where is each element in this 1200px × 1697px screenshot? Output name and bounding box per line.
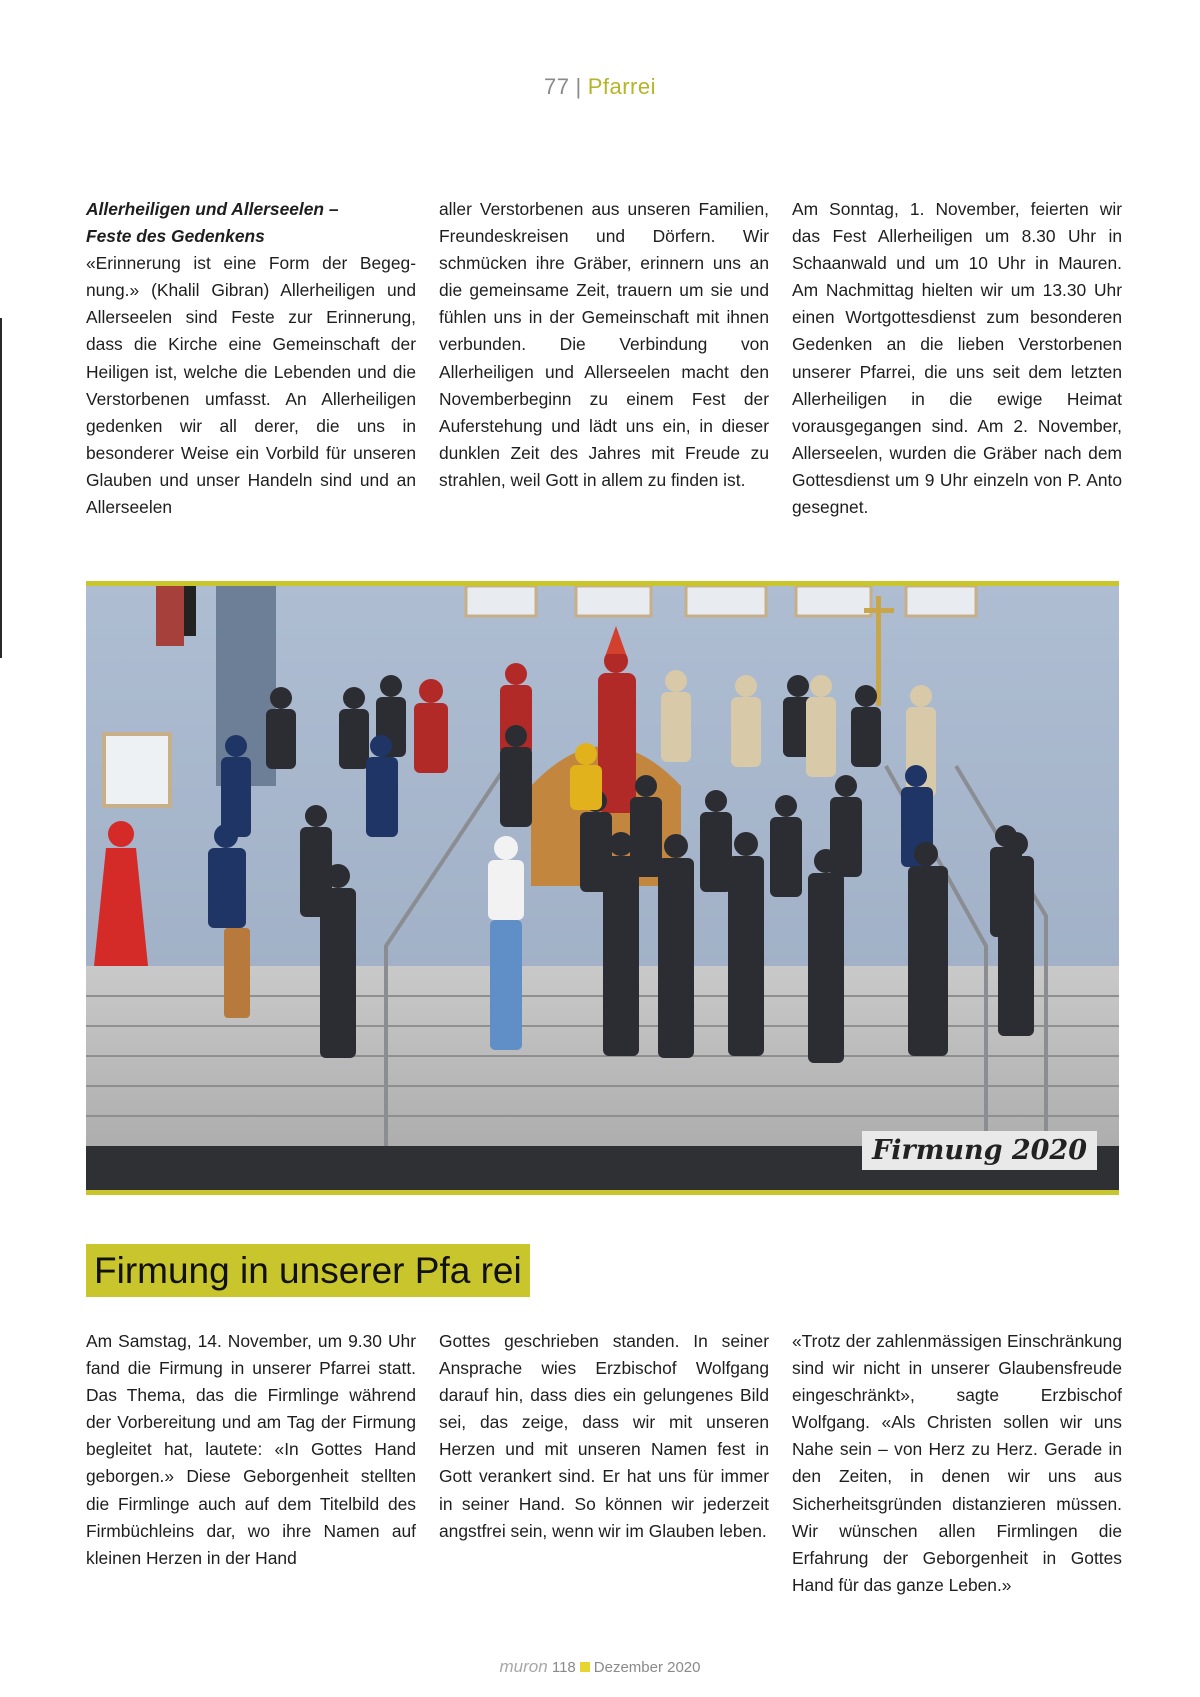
- article2-col1-text: Am Samstag, 14. November, um 9.30 Uhr fand die Firmung in unserer Pfarrei statt. Das Thema, das die Firmlinge während der Vorbereitung und am Tag der Firmung begleitet hat, lautete: «In Gottes Hand geborgen.» Diese Geborgenheit stellten die Firmlinge auch auf dem Titelbild des Firmbüchleins dar, wo ihre Namen auf kleinen Herzen in der Hand: [86, 1331, 416, 1568]
- article2-column-1: [86, 1328, 416, 1572]
- article1-col3-text: Am Sonntag, 1. November, feierten wir das Fest Allerheiligen um 8.30 Uhr in Schaanwald und um 10 Uhr in Mauren. Am Nachmittag hielten wir um 13.30 Uhr einen Wortgottesdienst zum besonderen Gedenken an die lieben Verstorbenen unserer Pfarrei, die uns seit dem letzten Allerheiligen in die ewige Heimat vorausgegangen sind. Am 2. November, Allerseelen, wurden die Gräber nach dem Gottesdienst um 9 Uhr einzeln von P. Anto gesegnet.: [792, 199, 1122, 518]
- article2-col2-text: Gottes geschrieben standen. In seiner Ansprache wies Erzbischof Wolfgang darauf hin, dass dies ein gelungenes Bild sei, das zeige, dass wir mit unseren Herzen und mit unseren Namen fest in Gott verankert sind. Er hat uns für immer in seiner Hand. So können wir jederzeit angstfrei sein, wenn wir im Glauben leben.: [439, 1331, 769, 1541]
- article1-column-1: [86, 196, 416, 521]
- article2-column-3: [792, 1328, 1122, 1599]
- page-number: 77: [544, 74, 570, 99]
- article1-heading-line2: Feste des Gedenkens: [86, 226, 265, 247]
- article1-heading: [86, 196, 416, 250]
- article2-col3-text: «Trotz der zahlenmässigen Einschränkung sind wir nicht in unserer Glaubensfreude eingeschränkt», sagte Erzbischof Wolfgang. «Als Christen sollen wir uns Nahe sein – von Herz zu Herz. Gerade in den Zeiten, in denen wir uns aus Sicherheitsgründen distanzieren müssen. Wir wünschen allen Firmlingen die Erfahrung der Geborgenheit in Gottes Hand für das ganze Leben.»: [792, 1331, 1122, 1595]
- page-edge-mark: [0, 318, 2, 658]
- article1-column-2: [439, 196, 769, 494]
- article1-column-3: [792, 196, 1122, 521]
- group-photo-illustration: [86, 586, 1119, 1190]
- page-header: [0, 74, 1200, 100]
- magazine-brand: muron: [499, 1657, 548, 1676]
- group-photo: [86, 581, 1119, 1195]
- article1-col1-text: «Erinnerung ist eine Form der Begegnung.» (Khalil Gibran) Allerheiligen und Allerseelen sind Feste zur Erinnerung, dass die Kirche eine Gemeinschaft der Heiligen ist, welche die Lebenden und die Verstorbenen umfasst. An Allerheiligen gedenken wir all derer, die uns in besonderer Weise ein Vorbild für unseren Glauben und unser Handeln sind und an Allerseelen: [86, 253, 416, 518]
- article2-title: Firmung in unserer Pfa rei: [86, 1244, 530, 1297]
- header-separator: |: [575, 74, 582, 99]
- photo-caption: Firmung 2020: [862, 1131, 1097, 1170]
- issue-date: Dezember 2020: [593, 1659, 701, 1676]
- article1-heading-line1: Allerheiligen und Allerseelen –: [86, 199, 339, 219]
- page-footer: [0, 1657, 1200, 1677]
- section-name: Pfarrei: [587, 74, 656, 99]
- article2-column-2: [439, 1328, 769, 1545]
- footer-square-icon: [580, 1662, 590, 1672]
- issue-number: 118: [551, 1659, 576, 1676]
- article1-col2-text: aller Verstorbenen aus unseren Familien, Freundeskreisen und Dörfern. Wir schmücken ihre Gräber, erinnern uns an die gemeinsame Zeit, trauern um sie und fühlen uns in der Gemeinschaft mit ihnen verbunden. Die Verbindung von Allerheiligen und Allerseelen macht den Novemberbeginn zu einem Fest der Auferstehung und lädt uns ein, in dieser dunklen Zeit des Jahres mit Freude zu strahlen, weil Gott in allem zu finden ist.: [439, 199, 769, 490]
